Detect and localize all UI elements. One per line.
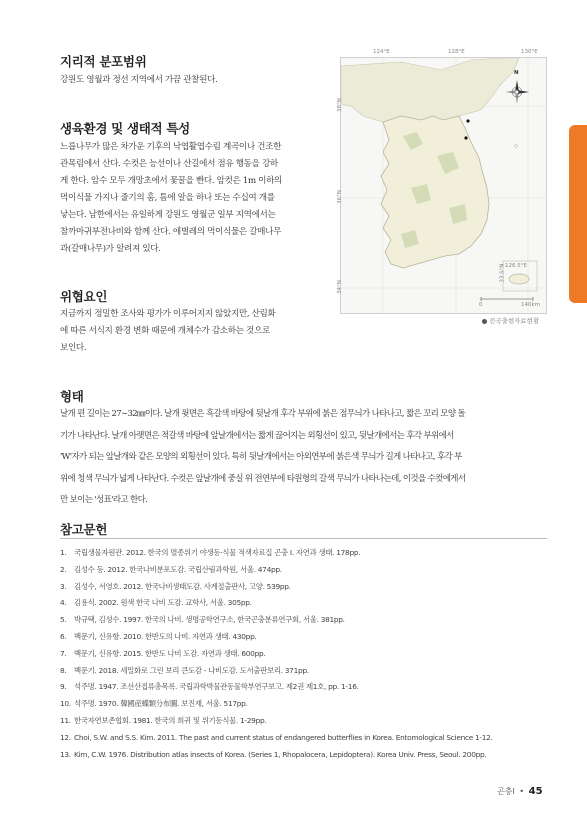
- reference-text: 김성수 등. 2012. 한국나비분포도감. 국립산림과학원, 서울. 474pp.: [74, 564, 282, 574]
- reference-text: 석주명. 1970. 韓國産蝶類分布圖. 보진재, 서울. 517pp.: [74, 699, 248, 709]
- form-line: 날개 편 길이는 27∼32㎜이다. 날개 윗면은 흑갈색 바탕에 뒷날개 후각 부위에 붉은 점무늬가 나타나고, 짧은 꼬리 모양 돌: [60, 409, 466, 419]
- reference-text: 박규택, 김성수. 1997. 한국의 나비. 생명공학연구소, 한국곤충분류연구회, 서울. 381pp.: [74, 615, 345, 625]
- page-footer: [497, 786, 543, 797]
- habitat-line: 관목림에서 산다. 수컷은 능선이나 산길에서 점유 행동을 강하: [60, 159, 278, 169]
- reference-number: 8.: [60, 665, 67, 675]
- reference-number: 10.: [60, 699, 71, 709]
- distribution-map: [336, 49, 547, 314]
- habitat-line: 게 한다. 암수 모두 개망초에서 꽃꿀을 빤다. 암컷은 1m 이하의: [60, 176, 283, 186]
- chapter-tab: [569, 125, 587, 303]
- scale-end-label: 140km: [521, 302, 541, 308]
- map-source: [482, 316, 539, 325]
- threats-line: 보인다.: [60, 343, 87, 353]
- reference-item: [60, 663, 547, 680]
- references-heading: 참고문헌: [60, 522, 108, 537]
- reference-item: [60, 730, 547, 747]
- jeju-island: [509, 274, 529, 284]
- reference-text: Choi, S.W. and S.S. Kim. 2011. The past and current status of endangered butterflies in Korea. Entomological Science 1-12.: [74, 732, 493, 742]
- lat-label: 34°N: [336, 280, 343, 294]
- reference-item: [60, 713, 547, 730]
- reference-text: 한국자연보존협회. 1981. 한국의 희귀 및 위기동식물. 1-29pp.: [74, 715, 267, 725]
- form-line: 위에 청색 무늬가 넓게 나타난다. 수컷은 앞날개에 중실 위 전연부에 타원형의 갈색 무늬가 나타나는데, 이것을 수컷에게서: [60, 473, 466, 484]
- reference-number: 4.: [60, 598, 67, 608]
- inset-lon-label: 126.5°E: [505, 263, 527, 269]
- form-line: 만 보이는 '성표'라고 한다.: [60, 495, 148, 506]
- reference-item: [60, 545, 547, 562]
- occurrence-dot: [464, 136, 467, 139]
- lat-label: 38°N: [336, 98, 343, 112]
- reference-number: 9.: [60, 682, 67, 692]
- lon-label: 128°E: [448, 49, 465, 55]
- reference-item: [60, 612, 547, 629]
- ulleung-island: [515, 145, 518, 148]
- page-number: 45: [528, 786, 543, 797]
- reference-number: 2.: [60, 564, 67, 574]
- reference-number: 7.: [60, 648, 67, 658]
- reference-text: 백문기. 2018. 세밀화로 그린 보리 큰도감 - 나비도감. 도서출판보리. 371pp.: [74, 665, 309, 675]
- distribution-heading: 지리적 분포범위: [60, 54, 147, 69]
- lon-label: 130°E: [521, 49, 538, 55]
- lon-label: 124°E: [373, 49, 390, 55]
- reference-text: 김용식. 2002. 원색 한국 나비 도감. 교학사, 서울. 305pp.: [74, 598, 252, 608]
- habitat-heading: 생육환경 및 생태적 특성: [60, 121, 190, 136]
- north-label: N: [514, 70, 519, 76]
- footer-section: 곤충Ⅰ: [497, 787, 515, 796]
- threats-line: 지금까지 정밀한 조사와 평가가 이루어지지 않았지만, 산림화: [60, 309, 276, 319]
- footer-bullet: •: [519, 787, 525, 796]
- form-line: 'W'자가 되는 앞날개와 같은 모양의 외횡선이 있다. 특히 뒷날개에서는 아외연부에 붉은색 무늬가 길게 나타나고, 후각 부: [60, 452, 462, 463]
- lat-label: 36°N: [336, 190, 343, 204]
- reference-item: [60, 595, 547, 612]
- references-divider: [60, 538, 547, 539]
- form-line: 기가 나타난다. 날개 아랫면은 적갈색 바탕에 앞날개에서는 짧게 끊어지는 외횡선이 있고, 뒷날개에서는 후각 부위에서: [60, 430, 454, 441]
- reference-item: [60, 629, 547, 646]
- distribution-text: 강원도 영월과 정선 지역에서 가끔 관찰된다.: [60, 75, 218, 85]
- form-text: [60, 404, 547, 512]
- habitat-line: 먹이식물 가지나 줄기의 홈, 틈에 알을 하나 또는 수십여 개를: [60, 193, 275, 203]
- threats-line: 에 따른 서식지 환경 변화 때문에 개체수가 감소하는 것으로: [60, 326, 270, 336]
- map-source-text: 전국출현자료현황: [489, 317, 540, 325]
- reference-number: 6.: [60, 631, 67, 641]
- habitat-line: 낳는다. 남한에서는 유일하게 강원도 영월군 일부 지역에서는: [60, 210, 276, 220]
- reference-text: 석주명. 1947. 조선산접류총목록. 국립과학박물관동물학부연구보고. 제2권 제1호, pp. 1-16.: [74, 682, 359, 692]
- reference-text: Kim, C.W. 1976. Distribution atlas insects of Korea. (Series 1, Rhopalocera, Lepidoptera). Korea Univ. Press, Seoul. 200pp.: [74, 749, 487, 759]
- reference-text: 백문기, 신유항. 2010. 한반도의 나비. 자연과 생태. 430pp.: [74, 631, 257, 641]
- scale-start-label: 0: [479, 302, 483, 308]
- reference-item: [60, 579, 547, 596]
- form-heading: 형태: [60, 389, 84, 404]
- korea-map-svg: [341, 58, 546, 313]
- reference-text: 백문기, 신유항. 2015. 한반도 나비 도감. 자연과 생태. 600pp.: [74, 648, 266, 658]
- reference-number: 3.: [60, 581, 67, 591]
- reference-item: [60, 562, 547, 579]
- reference-text: 김성수, 서영호. 2012. 한국나비생태도감. 사계절출판사, 고양. 539pp.: [74, 581, 291, 591]
- reference-number: 13.: [60, 749, 71, 759]
- reference-item: [60, 646, 547, 663]
- habitat-line: 느릅나무가 많은 차가운 기후의 낙엽활엽수림 계곡이나 건조한: [60, 142, 282, 152]
- reference-item: [60, 747, 547, 764]
- threats-text: [60, 306, 330, 357]
- habitat-line: 참까마귀부전나비와 함께 산다. 애벌레의 먹이식물은 갈매나무: [60, 227, 282, 237]
- references-list: [60, 545, 547, 763]
- reference-number: 1.: [60, 548, 67, 557]
- reference-text: 국립생물자원관. 2012. 한국의 멸종위기 야생동·식물 적색자료집 곤충 I. 자연과 생태. 178pp.: [74, 548, 361, 557]
- reference-number: 12.: [60, 732, 71, 742]
- habitat-line: 과(갈매나무)가 알려져 있다.: [60, 244, 161, 254]
- reference-number: 5.: [60, 615, 67, 625]
- habitat-text: [60, 139, 330, 258]
- reference-number: 11.: [60, 715, 71, 725]
- inset-lat-label: 33.5°N: [499, 263, 506, 283]
- reference-item: [60, 679, 547, 696]
- reference-item: [60, 696, 547, 713]
- threats-heading: 위협요인: [60, 289, 108, 304]
- legend-dot-icon: [482, 319, 487, 324]
- occurrence-dot: [466, 119, 469, 122]
